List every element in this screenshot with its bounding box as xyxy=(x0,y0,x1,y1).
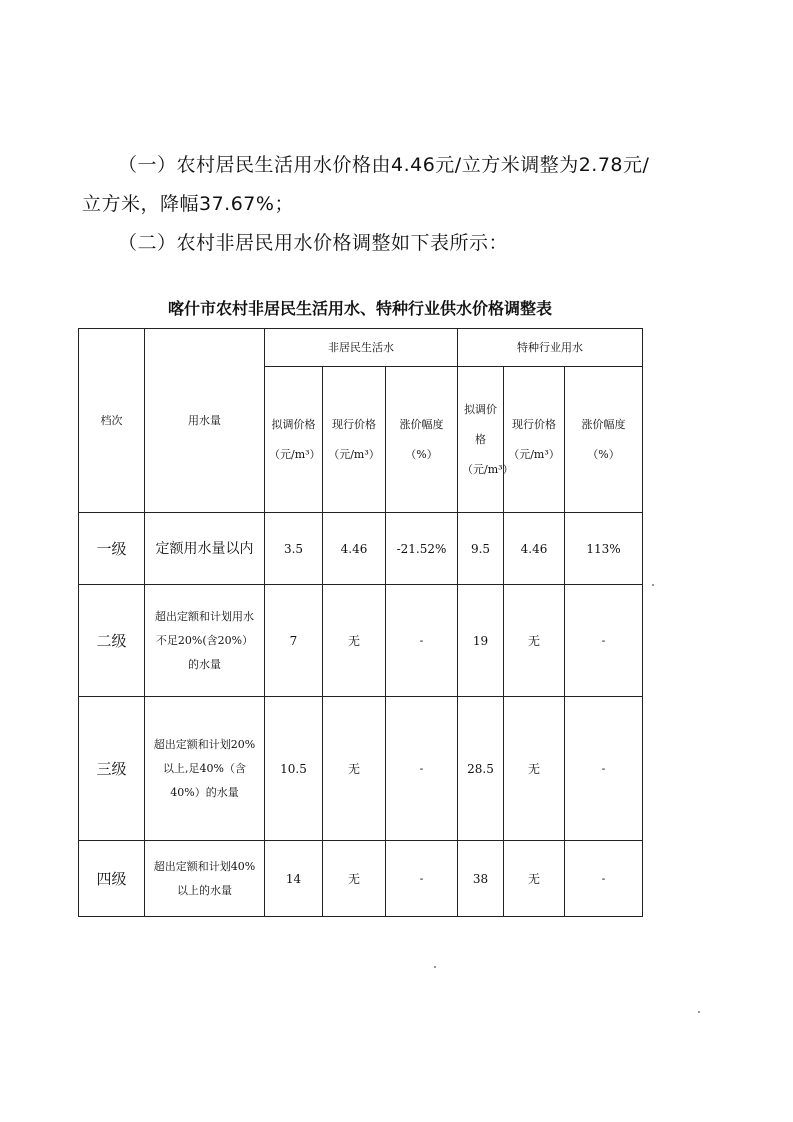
cell-sp-current: 无 xyxy=(504,841,565,917)
scan-speck xyxy=(652,584,654,586)
cell-nr-change: -21.52% xyxy=(386,513,458,585)
cell-usage: 超出定额和计划40%以上的水量 xyxy=(145,841,265,917)
cell-sp-proposed: 19 xyxy=(458,585,504,697)
cell-nr-current: 无 xyxy=(323,697,386,841)
cell-nr-proposed: 3.5 xyxy=(265,513,323,585)
header-sp-proposed: 拟调价格（元/m³） xyxy=(458,367,504,513)
header-group-special: 特种行业用水 xyxy=(458,329,643,367)
paragraph-item1-line1: （一）农村居民生活用水价格由4.46元/立方米调整为2.78元/ xyxy=(118,154,650,176)
cell-nr-current: 无 xyxy=(323,585,386,697)
cell-nr-change: - xyxy=(386,841,458,917)
header-grade: 档次 xyxy=(79,329,145,513)
cell-usage: 超出定额和计划用水不足20%(含20%）的水量 xyxy=(145,585,265,697)
cell-nr-current: 4.46 xyxy=(323,513,386,585)
header-row-1 xyxy=(79,329,643,367)
paragraph-item1-line2: 立方米，降幅37.67%； xyxy=(82,193,294,215)
table-row xyxy=(79,513,643,585)
header-nr-change: 涨价幅度（%） xyxy=(386,367,458,513)
cell-nr-change: - xyxy=(386,585,458,697)
cell-sp-current: 无 xyxy=(504,697,565,841)
header-group-nonresidential: 非居民生活水 xyxy=(265,329,458,367)
table-row xyxy=(79,841,643,917)
price-adjustment-table xyxy=(78,328,643,917)
cell-sp-change: - xyxy=(565,697,643,841)
cell-grade: 三级 xyxy=(79,697,145,841)
header-sp-change: 涨价幅度（%） xyxy=(565,367,643,513)
cell-sp-change: - xyxy=(565,585,643,697)
table-row xyxy=(79,697,643,841)
cell-sp-change: - xyxy=(565,841,643,917)
cell-sp-change: 113% xyxy=(565,513,643,585)
table-title: 喀什市农村非居民生活用水、特种行业供水价格调整表 xyxy=(167,299,552,318)
cell-grade: 一级 xyxy=(79,513,145,585)
table-row xyxy=(79,585,643,697)
scan-speck xyxy=(434,966,436,968)
cell-grade: 二级 xyxy=(79,585,145,697)
cell-sp-proposed: 28.5 xyxy=(458,697,504,841)
header-nr-proposed: 拟调价格（元/m³） xyxy=(265,367,323,513)
cell-sp-proposed: 9.5 xyxy=(458,513,504,585)
cell-nr-current: 无 xyxy=(323,841,386,917)
cell-usage: 定额用水量以内 xyxy=(145,513,265,585)
cell-nr-proposed: 14 xyxy=(265,841,323,917)
cell-nr-proposed: 7 xyxy=(265,585,323,697)
cell-sp-current: 无 xyxy=(504,585,565,697)
header-sp-current: 现行价格（元/m³） xyxy=(504,367,565,513)
cell-sp-current: 4.46 xyxy=(504,513,565,585)
header-nr-current: 现行价格（元/m³） xyxy=(323,367,386,513)
cell-grade: 四级 xyxy=(79,841,145,917)
cell-nr-change: - xyxy=(386,697,458,841)
cell-nr-proposed: 10.5 xyxy=(265,697,323,841)
scan-speck xyxy=(698,1011,700,1013)
cell-usage: 超出定额和计划20%以上,足40%（含40%）的水量 xyxy=(145,697,265,841)
header-usage: 用水量 xyxy=(145,329,265,513)
paragraph-item2: （二）农村非居民用水价格调整如下表所示： xyxy=(118,232,509,254)
cell-sp-proposed: 38 xyxy=(458,841,504,917)
